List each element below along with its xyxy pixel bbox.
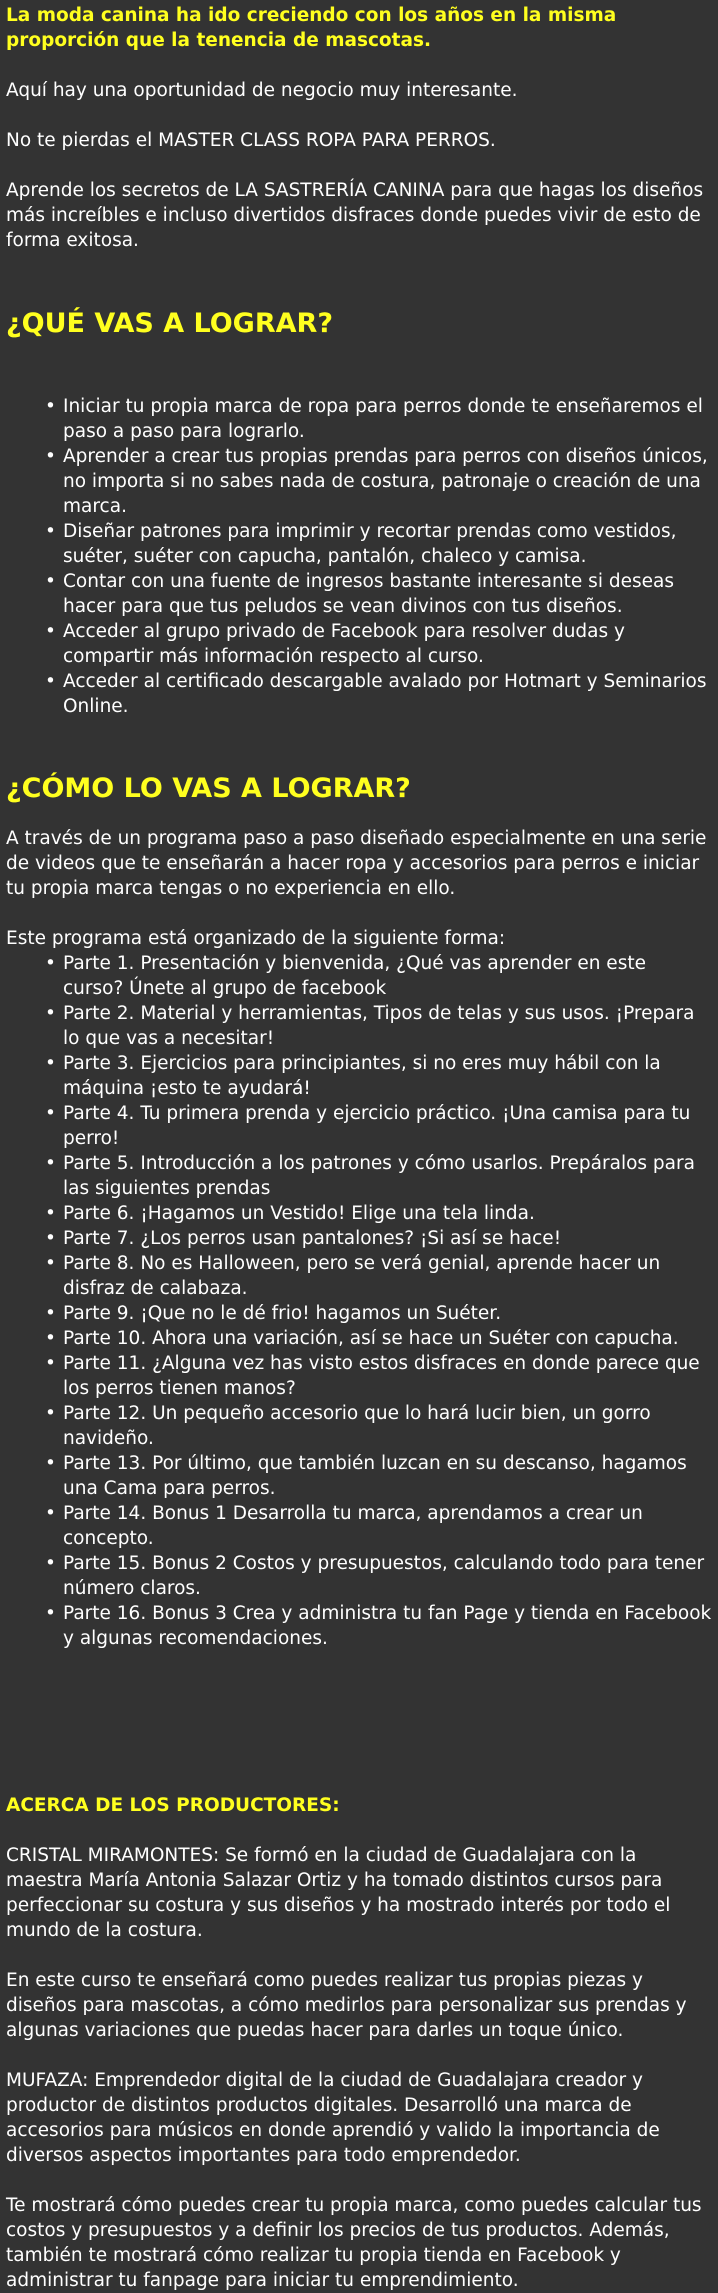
parts-list <box>6 951 712 1651</box>
how-paragraph-1: A través de un programa paso a paso diseñado especialmente en una serie de videos que te enseñarán a hacer ropa y accesorios para perros e iniciar tu propia marca tengas o no experiencia en ello. <box>6 828 707 899</box>
list-item: • Contar con una fuente de ingresos bastante interesante si deseas hacer para que tus peludos se vean divinos con tus diseños. <box>45 569 712 619</box>
list-item: • Parte 9. ¡Que no le dé frio! hagamos un Suéter. <box>45 1301 712 1326</box>
about-paragraph-4: Te mostrará cómo puedes crear tu propia marca, como puedes calcular tus costos y presupuestos y a definir los precios de tus productos. Además, también te mostrará cómo realizar tu propia tienda en Facebook y administrar tu fanpage para iniciar tu emprendimiento. <box>6 2195 702 2291</box>
about-paragraph-1: CRISTAL MIRAMONTES: Se formó en la ciudad de Guadalajara con la maestra María Antonia Salazar Ortiz y ha tomado distintos cursos para perfeccionar su costura y sus diseños y ha mostrado interés por todo el mundo de la costura. <box>6 1845 671 1941</box>
intro-paragraph-2: No te pierdas el MASTER CLASS ROPA PARA PERROS. <box>6 130 496 151</box>
how-paragraph-2: Este programa está organizado de la siguiente forma: <box>6 928 506 949</box>
list-item: • Parte 6. ¡Hagamos un Vestido! Elige una tela linda. <box>45 1201 712 1226</box>
list-item: • Parte 16. Bonus 3 Crea y administra tu fan Page y tienda en Facebook y algunas recomendaciones. <box>45 1601 712 1651</box>
list-item: • Parte 1. Presentación y bienvenida, ¿Qué vas aprender en este curso? Únete al grupo de facebook <box>45 951 712 1001</box>
list-item: • Parte 14. Bonus 1 Desarrolla tu marca, aprendamos a crear un concepto. <box>45 1501 712 1551</box>
about-heading: ACERCA DE LOS PRODUCTORES: <box>6 1795 340 1816</box>
how-heading: ¿CÓMO LO VAS A LOGRAR? <box>6 773 411 804</box>
list-item: • Parte 13. Por último, que también luzcan en su descanso, hagamos una Cama para perros. <box>45 1451 712 1501</box>
list-item: • Parte 7. ¿Los perros usan pantalones? ¡Si así se hace! <box>45 1226 712 1251</box>
list-item: • Parte 10. Ahora una variación, así se hace un Suéter con capucha. <box>45 1326 712 1351</box>
list-item: • Aprender a crear tus propias prendas para perros con diseños únicos, no importa si no sabes nada de costura, patronaje o creación de una marca. <box>45 444 712 519</box>
list-item: • Diseñar patrones para imprimir y recortar prendas como vestidos, suéter, suéter con capucha, pantalón, chaleco y camisa. <box>45 519 712 569</box>
list-item: • Acceder al certificado descargable avalado por Hotmart y Seminarios Online. <box>45 669 712 719</box>
list-item: • Parte 11. ¿Alguna vez has visto estos disfraces en donde parece que los perros tienen manos? <box>45 1351 712 1401</box>
list-item: • Iniciar tu propia marca de ropa para perros donde te enseñaremos el paso a paso para lograrlo. <box>45 394 712 444</box>
intro-paragraph-1: Aquí hay una oportunidad de negocio muy interesante. <box>6 80 518 101</box>
list-item: • Parte 15. Bonus 2 Costos y presupuestos, calculando todo para tener número claros. <box>45 1551 712 1601</box>
list-item: • Parte 3. Ejercicios para principiantes, si no eres muy hábil con la máquina ¡esto te ayudará! <box>45 1051 712 1101</box>
list-item: • Parte 5. Introducción a los patrones y cómo usarlos. Prepáralos para las siguientes prendas <box>45 1151 712 1201</box>
about-paragraph-2: En este curso te enseñará como puedes realizar tus propias piezas y diseños para mascotas, a cómo medirlos para personalizar sus prendas y algunas variaciones que puedas hacer para darles un toque único. <box>6 1970 687 2041</box>
list-item: • Parte 8. No es Halloween, pero se verá genial, aprende hacer un disfraz de calabaza. <box>45 1251 712 1301</box>
list-item: • Parte 2. Material y herramientas, Tipos de telas y sus usos. ¡Prepara lo que vas a necesitar! <box>45 1001 712 1051</box>
goals-heading: ¿QUÉ VAS A LOGRAR? <box>6 308 333 339</box>
about-paragraph-3: MUFAZA: Emprendedor digital de la ciudad de Guadalajara creador y productor de distintos productos digitales. Desarrolló una marca de accesorios para músicos en donde aprendió y valido la importancia de diversos aspectos importantes para todo emprendedor. <box>6 2070 660 2166</box>
goals-list <box>6 394 712 719</box>
list-item: • Acceder al grupo privado de Facebook para resolver dudas y compartir más información respecto al curso. <box>45 619 712 669</box>
intro-headline: La moda canina ha ido creciendo con los años en la misma proporción que la tenencia de mascotas. <box>6 5 617 51</box>
intro-paragraph-3: Aprende los secretos de LA SASTRERÍA CANINA para que hagas los diseños más increíbles e incluso divertidos disfraces donde puedes vivir de esto de forma exitosa. <box>6 180 704 251</box>
list-item: • Parte 4. Tu primera prenda y ejercicio práctico. ¡Una camisa para tu perro! <box>45 1101 712 1151</box>
list-item: • Parte 12. Un pequeño accesorio que lo hará lucir bien, un gorro navideño. <box>45 1401 712 1451</box>
